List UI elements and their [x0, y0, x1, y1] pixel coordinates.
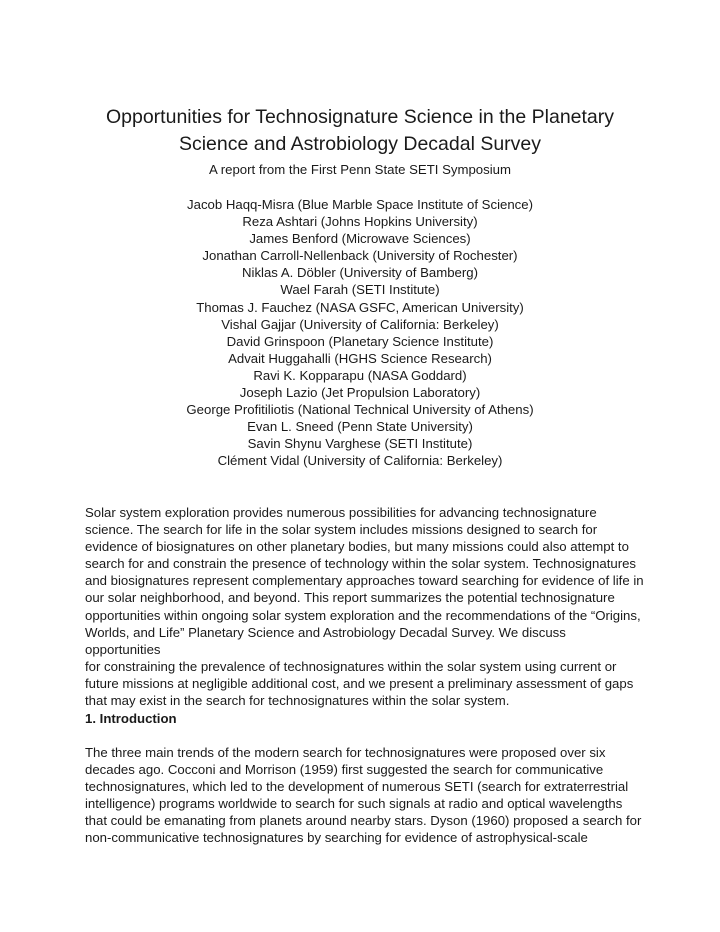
author-item: Clément Vidal (University of California: Berkeley)	[217, 453, 503, 469]
author-item: David Grinspoon (Planetary Science Institute)	[226, 333, 494, 349]
title-line-2: Science and Astrobiology Decadal Survey	[178, 133, 542, 155]
author-item: Niklas A. Döbler (University of Bamberg)	[242, 265, 478, 281]
abstract-line: for constraining the prevalence of technosignatures within the solar system using current or	[85, 658, 617, 674]
author-item: James Benford (Microwave Sciences)	[249, 231, 471, 247]
abstract-line: Solar system exploration provides numerous possibilities for advancing technosignature	[85, 505, 597, 520]
intro-line: The three main trends of the modern search for technosignatures were proposed over six	[85, 745, 606, 760]
intro-line: non-communicative technosignatures by searching for evidence of astrophysical-scale	[85, 830, 588, 846]
abstract-line: our solar neighborhood, and beyond. This report summarizes the potential technosignature	[85, 590, 615, 606]
author-item: Savin Shynu Varghese (SETI Institute)	[247, 436, 473, 452]
paper-title	[60, 104, 660, 158]
intro-line: decades ago. Cocconi and Morrison (1959) first suggested the search for communicative	[85, 762, 604, 778]
author-item: Advait Huggahalli (HGHS Science Research)	[228, 350, 492, 366]
intro-line: technosignatures, which led to the development of numerous SETI (search for extraterrestrial	[85, 779, 629, 795]
intro-line: that could be emanating from planets around nearby stars. Dyson (1960) proposed a search for	[85, 813, 642, 829]
author-item: Vishal Gajjar (University of California: Berkeley)	[221, 316, 499, 332]
abstract-line: search for and constrain the presence of technology within the solar system. Technosignatures	[85, 556, 637, 572]
author-item: Ravi K. Kopparapu (NASA Goddard)	[253, 367, 467, 383]
author-item: George Profitiliotis (National Technical University of Athens)	[186, 402, 534, 418]
paper-subtitle: A report from the First Penn State SETI Symposium	[209, 162, 511, 177]
author-item: Thomas J. Fauchez (NASA GSFC, American University)	[196, 299, 524, 315]
author-item: Jonathan Carroll-Nellenback (University of Rochester)	[202, 248, 518, 264]
abstract-line: that may exist in the search for technosignatures within the solar system.	[85, 693, 510, 709]
author-item: Joseph Lazio (Jet Propulsion Laboratory)	[239, 385, 481, 401]
section-heading-introduction: 1. Introduction	[85, 711, 177, 726]
abstract-line: and biosignatures represent complementary approaches toward searching for evidence of life in	[85, 573, 644, 589]
author-item: Evan L. Sneed (Penn State University)	[247, 419, 473, 435]
abstract-paragraph	[85, 504, 645, 709]
author-list	[60, 196, 660, 470]
author-item: Reza Ashtari (Johns Hopkins University)	[242, 214, 478, 230]
abstract-line: evidence of biosignatures on other planetary bodies, but many missions could also attempt to	[85, 539, 629, 555]
abstract-line: opportunities within ongoing solar system exploration and the recommendations of the “Origins,	[85, 607, 641, 623]
abstract-line: Worlds, and Life” Planetary Science and Astrobiology Decadal Survey. We discuss opportunities	[85, 624, 566, 657]
title-line-1: Opportunities for Technosignature Science in the Planetary	[105, 106, 615, 128]
author-item: Wael Farah (SETI Institute)	[280, 282, 440, 298]
abstract-line: science. The search for life in the solar system includes missions designed to search for	[85, 522, 598, 538]
abstract-line: future missions at negligible additional cost, and we present a preliminary assessment of gaps	[85, 675, 634, 691]
intro-line: intelligence) programs worldwide to search for such signals at radio and optical wavelengths	[85, 796, 623, 812]
author-item: Jacob Haqq-Misra (Blue Marble Space Institute of Science)	[187, 197, 533, 212]
introduction-paragraph	[85, 744, 645, 847]
